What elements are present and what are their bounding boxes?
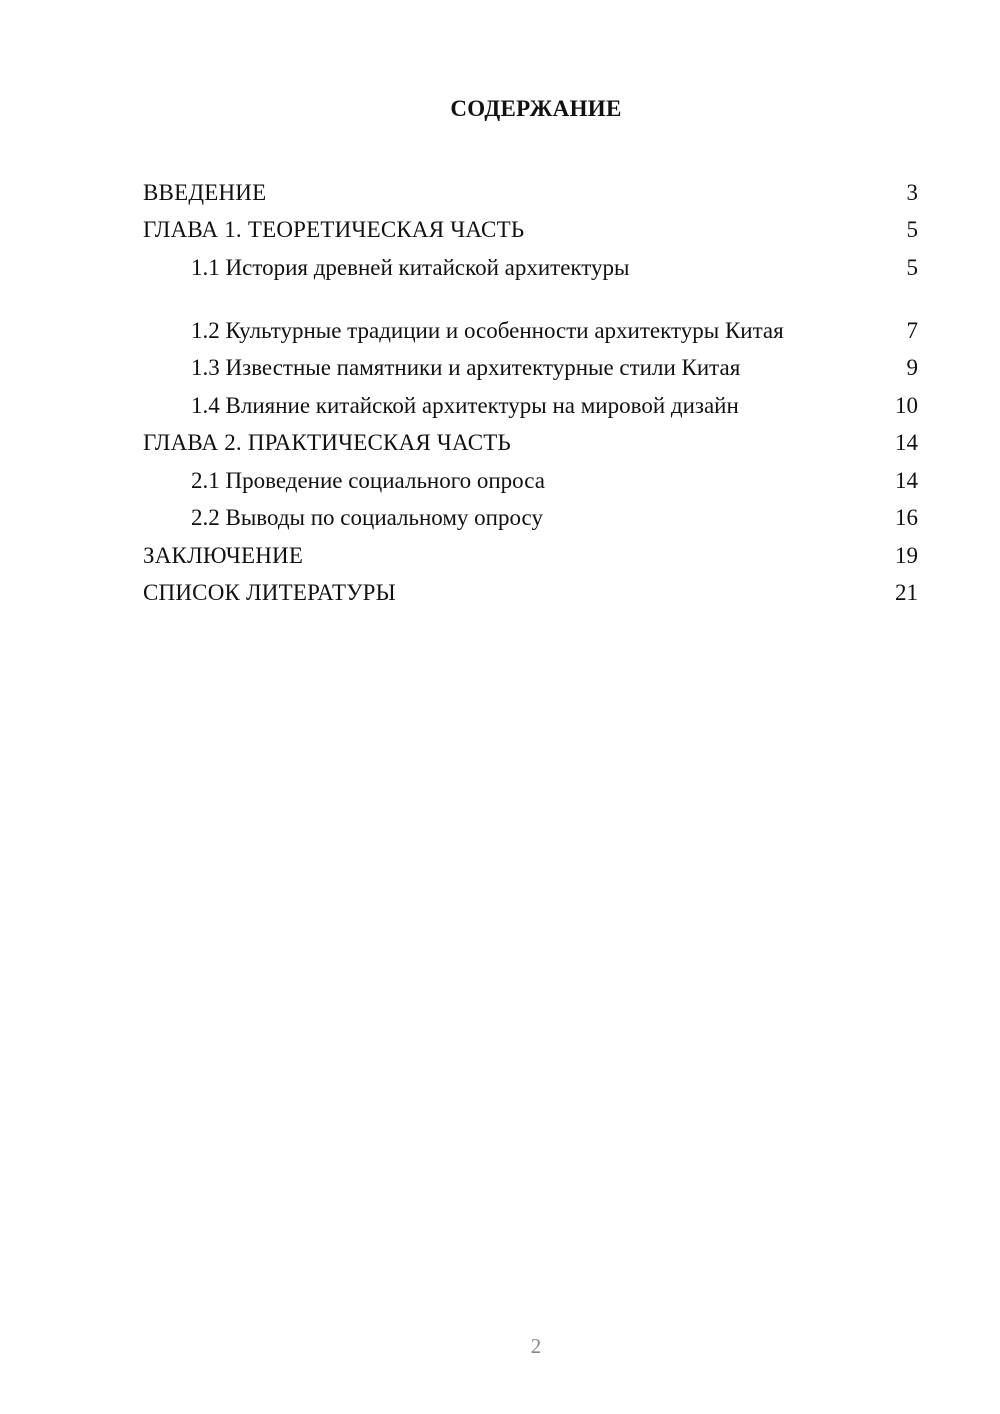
toc-entry-label: СПИСОК ЛИТЕРАТУРЫ: [143, 580, 396, 605]
toc-entry-section-1-2[interactable]: [143, 281, 918, 344]
toc-entry-label: 1.2 Культурные традиции и особенности архитектуры Китая: [191, 317, 784, 343]
toc-entry-page: 10: [895, 392, 918, 418]
toc-entry-label: 1.4 Влияние китайской архитектуры на мировой дизайн: [191, 392, 739, 418]
toc-entry-page: 5: [906, 254, 918, 280]
toc-entry-label: ЗАКЛЮЧЕНИЕ: [143, 542, 304, 568]
toc-entry-label: 2.1 Проведение социального опроса: [191, 467, 545, 493]
toc-entry-label: ГЛАВА 1. ТЕОРЕТИЧЕСКАЯ ЧАСТЬ: [143, 217, 525, 242]
toc-entry-chapter-2[interactable]: [143, 419, 918, 457]
toc-entry-label: 1.3 Известные памятники и архитектурные стили Китая: [191, 355, 741, 380]
toc-entry-label: ГЛАВА 2. ПРАКТИЧЕСКАЯ ЧАСТЬ: [143, 430, 511, 455]
toc-entry-page: 5: [906, 217, 918, 242]
toc-entry-page: 21: [895, 580, 918, 605]
toc-entry-label: 1.1 История древней китайской архитектуры: [191, 254, 630, 280]
toc-entry-page: 16: [895, 505, 918, 530]
toc-entry-page: 3: [906, 179, 918, 205]
toc-entry-page: 9: [906, 355, 918, 380]
toc-entry-section-2-1[interactable]: [143, 456, 918, 494]
toc-entry-page: 14: [895, 430, 918, 455]
toc-entry-introduction[interactable]: [143, 168, 918, 206]
toc-entry-label: 2.2 Выводы по социальному опросу: [191, 505, 543, 530]
toc-entry-page: 19: [895, 542, 918, 568]
table-of-contents: [143, 168, 918, 606]
toc-entry-chapter-1[interactable]: [143, 206, 918, 244]
toc-entry-section-1-1[interactable]: [143, 243, 918, 281]
toc-entry-section-2-2[interactable]: [143, 494, 918, 532]
toc-entry-section-1-4[interactable]: [143, 381, 918, 419]
page-number: 2: [530, 1334, 542, 1358]
toc-entry-conclusion[interactable]: [143, 531, 918, 569]
toc-entry-references[interactable]: [143, 569, 918, 607]
toc-entry-section-1-3[interactable]: [143, 344, 918, 382]
toc-entry-page: 7: [906, 317, 918, 343]
toc-entry-page: 14: [895, 467, 918, 493]
toc-title: СОДЕРЖАНИЕ: [450, 96, 622, 121]
toc-entry-label: ВВЕДЕНИЕ: [143, 179, 267, 205]
